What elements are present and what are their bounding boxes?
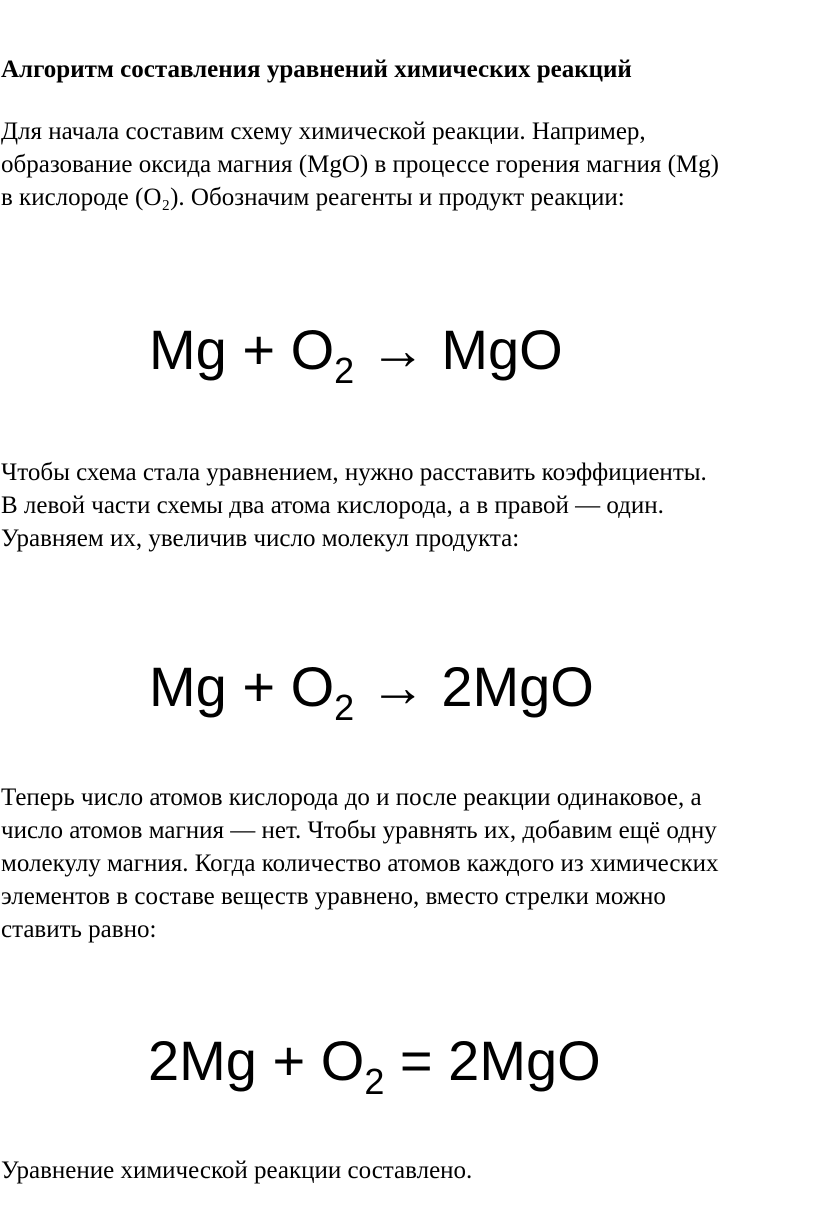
- paragraph-intro: [1, 115, 811, 214]
- paragraph-line: образование оксида магния (MgO) в процессе горения магния (Mg): [1, 151, 719, 178]
- equation-right: = 2MgO: [384, 1029, 601, 1092]
- paragraph-line: молекулу магния. Когда количество атомов каждого из химических: [1, 850, 719, 877]
- equation-partial: [149, 655, 594, 728]
- paragraph-line: элементов в составе веществ уравнено, вместо стрелки можно: [1, 883, 666, 910]
- paragraph-line: Для начала составим схему химической реакции. Например,: [1, 118, 646, 145]
- equation-left: Mg + O: [149, 655, 335, 718]
- paragraph-line: число атомов магния — нет. Чтобы уравнять их, добавим ещё одну: [1, 817, 717, 844]
- equation-right: → 2MgO: [354, 655, 594, 718]
- equation-subscript: 2: [364, 1061, 385, 1102]
- equation-left: Mg + O: [149, 318, 335, 381]
- paragraph-line: в кислороде (O₂). Обозначим реагенты и продукт реакции:: [1, 184, 625, 211]
- equation-balanced: [148, 1029, 601, 1102]
- equation-subscript: 2: [334, 350, 355, 391]
- paragraph-line: Уравнение химической реакции составлено.: [1, 1157, 473, 1184]
- paragraph-coefficients: [1, 456, 811, 555]
- paragraph-balance: [1, 781, 811, 946]
- equation-left: 2Mg + O: [148, 1029, 365, 1092]
- document-title: Алгоритм составления уравнений химических реакций: [1, 56, 632, 83]
- paragraph-line: Уравняем их, увеличив число молекул продукта:: [1, 525, 520, 552]
- paragraph-conclusion: [1, 1154, 811, 1187]
- equation-scheme: [149, 318, 563, 391]
- paragraph-line: Чтобы схема стала уравнением, нужно расставить коэффициенты.: [1, 459, 707, 486]
- equation-subscript: 2: [334, 687, 355, 728]
- paragraph-line: Теперь число атомов кислорода до и после реакции одинаковое, а: [1, 784, 702, 811]
- equation-right: → MgO: [354, 318, 563, 381]
- paragraph-line: ставить равно:: [1, 916, 157, 943]
- paragraph-line: В левой части схемы два атома кислорода, а в правой — один.: [1, 492, 664, 519]
